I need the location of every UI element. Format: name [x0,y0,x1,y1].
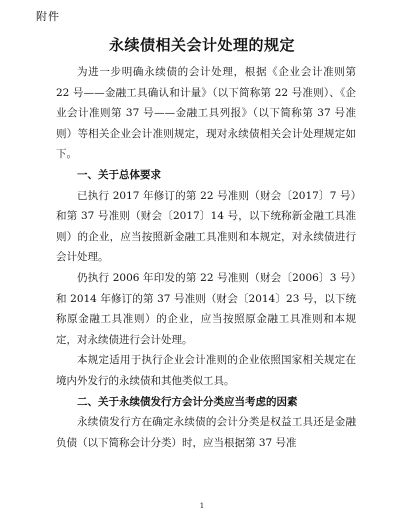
paragraph-classification: 永续债发行方在确定永续债的会计分类是权益工具还是金融负债（以下简称会计分类）时，应当根据第 37 号准 [56,416,356,449]
paragraph-intro: 为进一步明确永续债的会计处理，根据《企业会计准则第 22 号——金融工具确认和计量》（以下简称第 22 号准则）、《企业会计准则第 37 号——金融工具列报》（以下简称第 37 号准则）等相关企业会计准则规定，现对永续债相关会计处理规定如下。 [56,66,356,161]
paragraph-scope: 本规定适用于执行企业会计准则的企业依照国家相关规定在境内外发行的永续债和其他类似工具。 [56,354,356,387]
document-body [56,62,356,453]
page-number: 1 [199,502,205,510]
document-title: 永续债相关会计处理的规定 [108,36,295,54]
section-heading-classification: 二、关于永续债发行方会计分类应当考虑的因素 [77,395,298,408]
paragraph-old-standards: 仍执行 2006 年印发的第 22 号准则（财会〔2006〕3 号）和 2014 年修订的第 37 号准则（财会〔2014〕23 号，以下统称原金融工具准则）的企业，应当按照原金融工具准则和本规定，对永续债进行会计处理。 [56,271,356,346]
paragraph-new-standards: 已执行 2017 年修订的第 22 号准则（财会〔2017〕7 号）和第 37 号准则（财会〔2017〕14 号，以下统称新金融工具准则）的企业，应当按照新金融工具准则和本规定，对永续债进行会计处理。 [56,189,356,264]
attachment-label: 附件 [36,10,60,23]
section-heading-general: 一、关于总体要求 [77,168,161,181]
